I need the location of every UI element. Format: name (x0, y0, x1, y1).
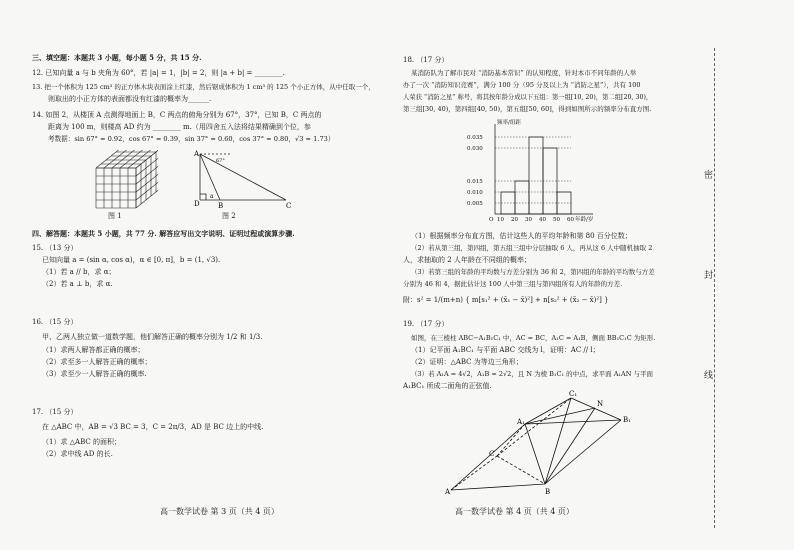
fig2-angle-67: 67° (216, 158, 225, 164)
fig2-label-a: a (210, 193, 214, 200)
figure-2-caption: 图 2 (222, 212, 236, 220)
q14-text-2: 距离为 100 m，则楼高 AD 约为 ________ m.（用四舍五入法将结果精确到个位，参 (48, 123, 311, 131)
y-tick-label: 0.030 (467, 146, 483, 152)
q16-text-2: （1）求两人解答都正确的概率； (42, 346, 145, 354)
section-3-heading: 三、填空题：本题共 3 小题，每小题 5 分，共 15 分. (32, 53, 202, 62)
q16-heading: 16. （15 分） (32, 318, 78, 326)
histogram-bar (529, 137, 543, 214)
q16-text-1: 甲、乙两人独立做一道数学题，他们解答正确的概率分别为 1/2 和 1/3. (42, 333, 263, 341)
right-page (395, 0, 715, 550)
q17-text-2: （1）求 △ABC 的面积； (42, 438, 121, 446)
q16-text-4: （3）求至少一人解答正确的概率. (42, 370, 147, 378)
y-tick-label: 0.010 (467, 190, 483, 196)
y-tick-label: 0.035 (467, 135, 483, 141)
y-axis-label: 频率/组距 (497, 120, 521, 126)
seal-char-2: 封 (704, 266, 713, 283)
q19-text-3: （2）证明：△ABC 为等边三角形； (411, 358, 523, 366)
section-4-heading: 四、解答题：本题共 5 小题，共 77 分. 解答应写出文字说明、证明过程或演算步骤. (32, 229, 295, 238)
histogram-chart (465, 118, 625, 226)
q17-text-1: 在 △ABC 中，AB = √3 BC = 3，C = 2π/3，AD 是 BC 边上的中线. (42, 423, 264, 431)
seal-char-1: 密 (704, 166, 713, 183)
binding-line (714, 48, 715, 528)
prism-label-N: N (597, 400, 604, 408)
x-tick-label: 50 (553, 217, 560, 223)
q16-text-3: （2）求至多一人解答正确的概率； (42, 358, 152, 366)
prism-label-B1: B₁ (623, 416, 631, 424)
q18-part-3-line-2: 分别为 46 和 4，据此估计这 100 人中第三组与第四组所有人的年龄的方差. (403, 280, 623, 288)
y-tick-label: 0.005 (467, 201, 483, 207)
x-tick-label: 40 (539, 217, 546, 223)
prism-label-A: A (445, 488, 451, 496)
q15-text-1: 已知向量 a = (sin α, cos α)，α ∈ [0, π]，b = (1, √3). (42, 256, 221, 264)
q14-text-3: 考数据：sin 67° ≈ 0.92，cos 67° ≈ 0.39，sin 37° ≈ 0.60，cos 37° ≈ 0.80，√3 ≈ 1.73） (48, 135, 335, 143)
q19-text-5: A₁BC₁ 所成二面角的正弦值. (403, 382, 492, 390)
figure-1-caption: 图 1 (108, 212, 122, 220)
x-tick-label: 20 (511, 217, 518, 223)
x-tick-label: 30 (525, 217, 532, 223)
prism-label-C: C (489, 450, 495, 458)
prism-label-B: B (545, 488, 551, 496)
seal-char-3: 线 (704, 366, 713, 383)
fig2-label-B: B (218, 202, 224, 210)
fig2-label-C: C (286, 202, 292, 210)
q13-text-2: 则取出的小正方体的表面都没有红漆的概率为______. (48, 95, 212, 103)
prism-label-C1: C₁ (569, 390, 578, 398)
q15-text-2: （1）若 a // b，求 α； (42, 268, 116, 276)
prism-figure (445, 388, 645, 498)
q18-part-2-line-2: 人，求抽取的 2 人年龄在不同组的概率； (403, 256, 531, 264)
fig2-label-D: D (194, 200, 200, 208)
x-tick-label: O (489, 217, 494, 223)
histogram-bar (515, 181, 529, 214)
x-tick-label: 10 (497, 217, 504, 223)
q15-heading: 15. （13 分） (32, 244, 78, 252)
q15-text-3: （2）若 a ⊥ b，求 α. (42, 280, 113, 288)
y-tick-label: 0.015 (467, 179, 483, 185)
q13-text-1: 13. 把一个体积为 125 cm³ 的正方体木块表面涂上红漆，然后锯成体积为 1 cm³ 的 125 个小正方体，从中任取一个， (32, 83, 375, 91)
q19-text-4: （3）若 A₁A = 4√2，A₁B = 2√2，且 N 为棱 B₁C₁ 的中点，求平面 A₁AN 与平面 (411, 370, 653, 378)
right-page-footer: 高一数学试卷 第 4 页（共 4 页） (455, 507, 574, 516)
x-axis-label: 年龄/岁 (575, 217, 594, 223)
q12-text: 12. 已知向量 a 与 b 夹角为 60°，若 |a| = 1，|b| = 2，则 |a + b| = ________. (32, 69, 285, 77)
q17-text-3: （2）求中线 AD 的长. (42, 450, 113, 458)
figure-2-triangle (190, 148, 300, 210)
q18-text-3: 人荣获 “消防之星” 称号，将其按年龄分成以下五组：第一组[10, 20)，第二组[20, 30)， (403, 94, 653, 101)
fig2-label-A: A (194, 150, 200, 158)
q18-part-3-line-1: （3）若第三组的年龄的平均数与方差分别为 36 和 2，第四组的年龄的平均数与方差 (411, 268, 655, 276)
q18-text-1: 某消防队为了解市民对 “消防基本常识” 的认知程度，针对本市不同年龄的人举 (411, 69, 637, 77)
q18-part-2-line-1: （2）若从第三组，第四组，第五组三组中分层抽取 6 人，再从这 6 人中随机抽取 2 (411, 244, 653, 252)
figure-1-cube (88, 150, 158, 210)
q18-part-1: （1）根据频率分布直方图，估计这些人的平均年龄和第 80 百分位数； (411, 232, 632, 240)
left-page (0, 0, 395, 550)
left-page-footer: 高一数学试卷 第 3 页（共 4 页） (160, 507, 279, 516)
q17-heading: 17. （15 分） (32, 408, 78, 416)
q19-text-1: 如图，在三棱柱 ABC−A₁B₁C₁ 中，AC = BC，A₁C = A₁B，侧面 BB₁C₁C 为矩形. (411, 334, 656, 342)
x-tick-label: 60 (567, 217, 574, 223)
q19-text-2: （1）记平面 A₁BC₁ 与平面 ABC 交线为 l，证明：AC // l； (411, 346, 600, 354)
prism-label-A1: A₁ (517, 418, 525, 426)
q18-text-4: 第三组[30, 40)，第四组[40, 50)，第五组[50, 60]，得到如图所示的频率分布直方图. (403, 105, 652, 113)
q18-formula: 附：s² = 1/(m+n) { m[s₁² + (x̄₁ − x̄)²] + n[s₂² + (x̄₂ − x̄)²] } (403, 296, 609, 304)
q18-text-2: 办了一次 “消防知识竞赛”，满分 100 分（95 分及以上为 “消防之星”），共有 100 (403, 81, 641, 89)
q14-text-1: 14. 如图 2，从楼顶 A 点测得地面上 B，C 两点的俯角分别为 67°，37°，已知 B，C 两点的 (32, 111, 322, 119)
q19-heading: 19. （17 分） (403, 320, 449, 328)
q18-heading: 18. （17 分） (403, 56, 449, 64)
